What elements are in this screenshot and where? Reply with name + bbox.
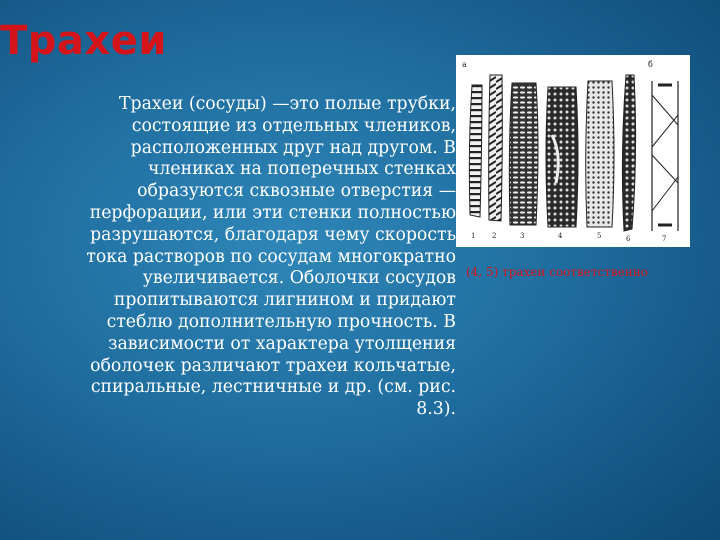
vessel-label-3: 3 bbox=[520, 232, 525, 240]
panel-a-label: а bbox=[462, 60, 467, 69]
slide-body-text: Трахеи (сосуды) —это полые трубки, состоящие из отдельных члеников, расположенных друг над другом. В члениках на поперечных стенках образуются сквозные отверстия — перфорации, или эти стенки полностью разрушаются, благодаря чему скорость тока растворов по сосудам многократно увеличивается. Оболочки сосудов пропитываются лигнином и придают стеблю дополнительную прочность. В зависимости от характера утолщения оболочек различают трахеи кольчатые, спиральные, лестничные и др. (см. рис. 8.3). bbox=[86, 94, 456, 420]
panel-b-label: б bbox=[648, 60, 653, 69]
vessel-label-1: 1 bbox=[471, 232, 476, 240]
vessel-7 bbox=[652, 81, 678, 231]
vessel-2 bbox=[489, 75, 503, 221]
vessel-label-2: 2 bbox=[492, 232, 497, 240]
vessel-6 bbox=[622, 75, 635, 231]
vessel-label-6: 6 bbox=[626, 235, 631, 243]
vessel-1 bbox=[469, 85, 482, 217]
vessel-label-4: 4 bbox=[558, 232, 563, 240]
vessel-illustration bbox=[456, 55, 690, 247]
vessel-number-labels bbox=[471, 232, 666, 243]
vessel-3 bbox=[509, 83, 538, 225]
vessel-5 bbox=[586, 81, 614, 227]
figure-caption: (4, 5) трахеи соответственно bbox=[466, 265, 648, 279]
vessel-label-7: 7 bbox=[662, 235, 667, 243]
vessel-figure bbox=[456, 55, 690, 247]
vessel-label-5: 5 bbox=[597, 232, 602, 240]
slide-title: Трахеи bbox=[0, 18, 167, 64]
vessel-4 bbox=[546, 87, 578, 227]
